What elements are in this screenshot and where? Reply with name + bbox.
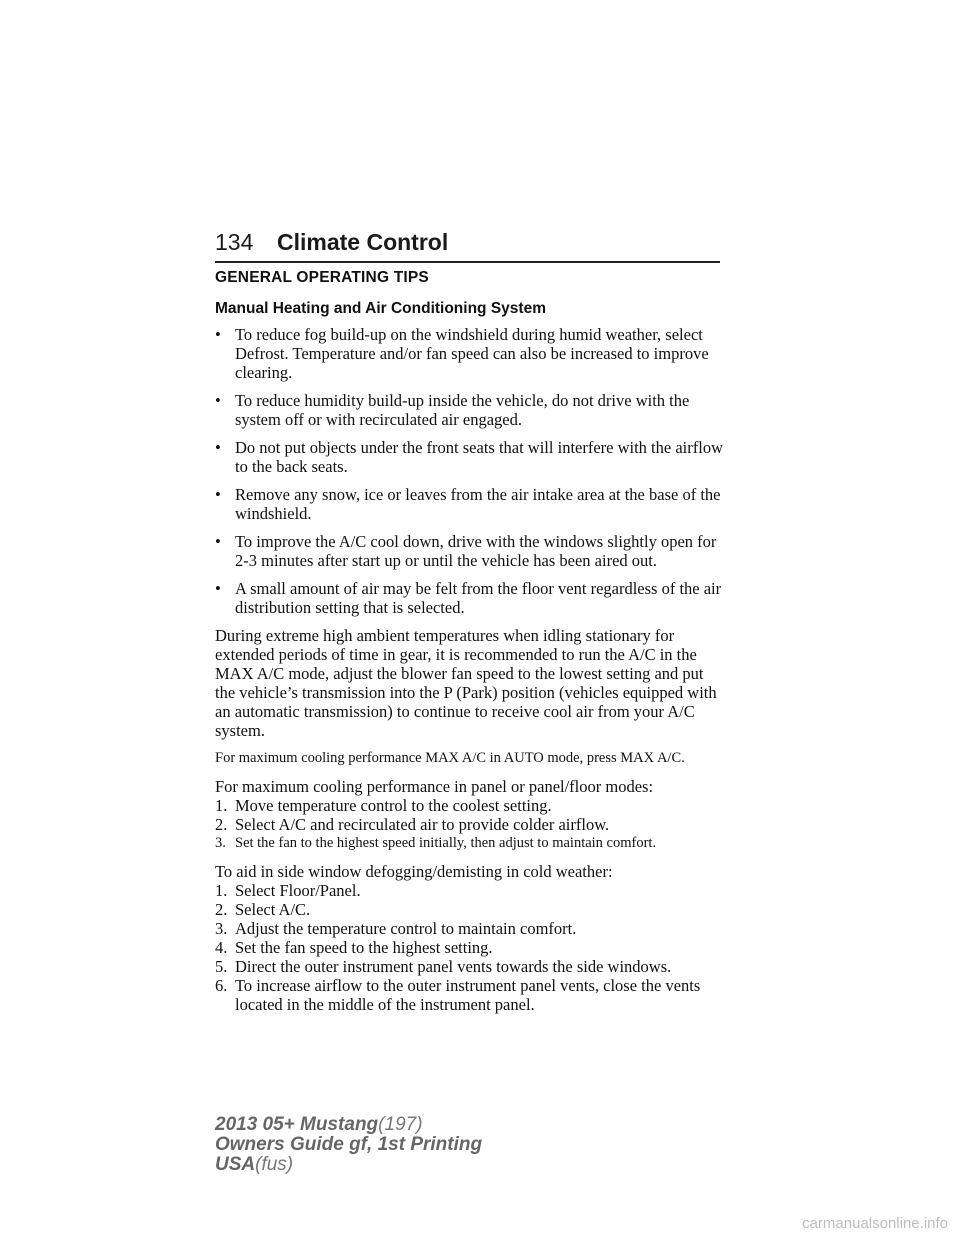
list-item-text: To improve the A/C cool down, drive with the windows slightly open for 2-3 minutes after start up or until the vehicle has been aired out.: [235, 532, 717, 570]
step-number: 2.: [215, 815, 228, 834]
page-content: [215, 268, 725, 1023]
step-item: [215, 900, 725, 919]
step-number: 6.: [215, 976, 228, 995]
tips-list: [215, 325, 725, 617]
list-item: [215, 532, 725, 570]
step-item: [215, 815, 725, 834]
list-item: [215, 438, 725, 476]
list-item-text: Remove any snow, ice or leaves from the air intake area at the base of the windshield.: [235, 485, 721, 523]
footer-page-ref: (197): [378, 1114, 423, 1135]
bullet-icon: •: [215, 438, 221, 457]
bullet-icon: •: [215, 391, 221, 410]
subsection-heading: Manual Heating and Air Conditioning System: [215, 300, 546, 317]
footer-market-code: (fus): [255, 1154, 294, 1175]
step-number: 3.: [215, 919, 228, 938]
list-item-text: Do not put objects under the front seats that will interfere with the airflow to the back seats.: [235, 438, 723, 476]
paragraph-extreme-temperatures: During extreme high ambient temperatures when idling stationary for extended periods of time in gear, it is recommended to run the A/C in the MAX A/C mode, adjust the blower fan speed to the lowest setting and put the vehicle’s transmission into the P (Park) position (vehicles equipped with an automatic transmission) to continue to receive cool air from your A/C system.: [215, 626, 717, 740]
list-item: [215, 485, 725, 523]
bullet-icon: •: [215, 579, 221, 598]
step-text: Adjust the temperature control to maintain comfort.: [235, 919, 577, 938]
page-header: [215, 229, 720, 263]
step-number: 1.: [215, 881, 228, 900]
step-text: Select Floor/Panel.: [235, 881, 361, 900]
print-footer: [215, 1115, 482, 1175]
step-item: [215, 834, 725, 853]
step-item: [215, 938, 725, 957]
step-number: 4.: [215, 938, 228, 957]
defog-steps-intro: To aid in side window defogging/demisting in cold weather:: [215, 862, 613, 881]
bullet-icon: •: [215, 532, 221, 551]
defog-steps-block: [215, 862, 725, 1014]
panel-steps-block: [215, 777, 725, 853]
footer-model: 2013 05+ Mustang: [215, 1114, 379, 1135]
step-text: Select A/C and recirculated air to provide colder airflow.: [235, 815, 610, 834]
step-text: Set the fan to the highest speed initially, then adjust to maintain comfort.: [235, 835, 657, 851]
footer-line-model: [215, 1115, 482, 1135]
footer-market: USA: [215, 1154, 256, 1175]
page-number: 134: [215, 229, 254, 255]
list-item-text: To reduce fog build-up on the windshield during humid weather, select Defrost. Temperature and/or fan speed can also be increased to improve clearing.: [235, 325, 709, 382]
panel-steps-intro: For maximum cooling performance in panel or panel/floor modes:: [215, 777, 654, 796]
step-text: Set the fan speed to the highest setting.: [235, 938, 493, 957]
step-number: 5.: [215, 957, 228, 976]
list-item: [215, 579, 725, 617]
step-number: 1.: [215, 796, 228, 815]
step-item: [215, 976, 725, 1014]
section-title: Climate Control: [277, 229, 449, 255]
step-text: To increase airflow to the outer instrument panel vents, close the vents located in the middle of the instrument panel.: [235, 976, 701, 1014]
bullet-icon: •: [215, 485, 221, 504]
list-item: [215, 391, 725, 429]
paragraph-max-ac: For maximum cooling performance MAX A/C in AUTO mode, press MAX A/C.: [215, 750, 685, 766]
footer-line-market: [215, 1155, 482, 1175]
watermark: carmanualsonline.info: [802, 1215, 948, 1232]
step-number: 3.: [215, 835, 226, 851]
step-text: Direct the outer instrument panel vents towards the side windows.: [235, 957, 672, 976]
list-item-text: A small amount of air may be felt from the floor vent regardless of the air distribution setting that is selected.: [235, 579, 722, 617]
footer-line-guide: [215, 1135, 482, 1155]
step-item: [215, 957, 725, 976]
bullet-icon: •: [215, 325, 221, 344]
step-text: Move temperature control to the coolest setting.: [235, 796, 552, 815]
step-number: 2.: [215, 900, 228, 919]
step-item: [215, 919, 725, 938]
step-item: [215, 881, 725, 900]
footer-guide: Owners Guide gf, 1st Printing: [215, 1134, 483, 1155]
list-item: [215, 325, 725, 382]
section-heading: GENERAL OPERATING TIPS: [215, 269, 429, 286]
list-item-text: To reduce humidity build-up inside the vehicle, do not drive with the system off or with recirculated air engaged.: [235, 391, 690, 429]
step-text: Select A/C.: [235, 900, 311, 919]
step-item: [215, 796, 725, 815]
